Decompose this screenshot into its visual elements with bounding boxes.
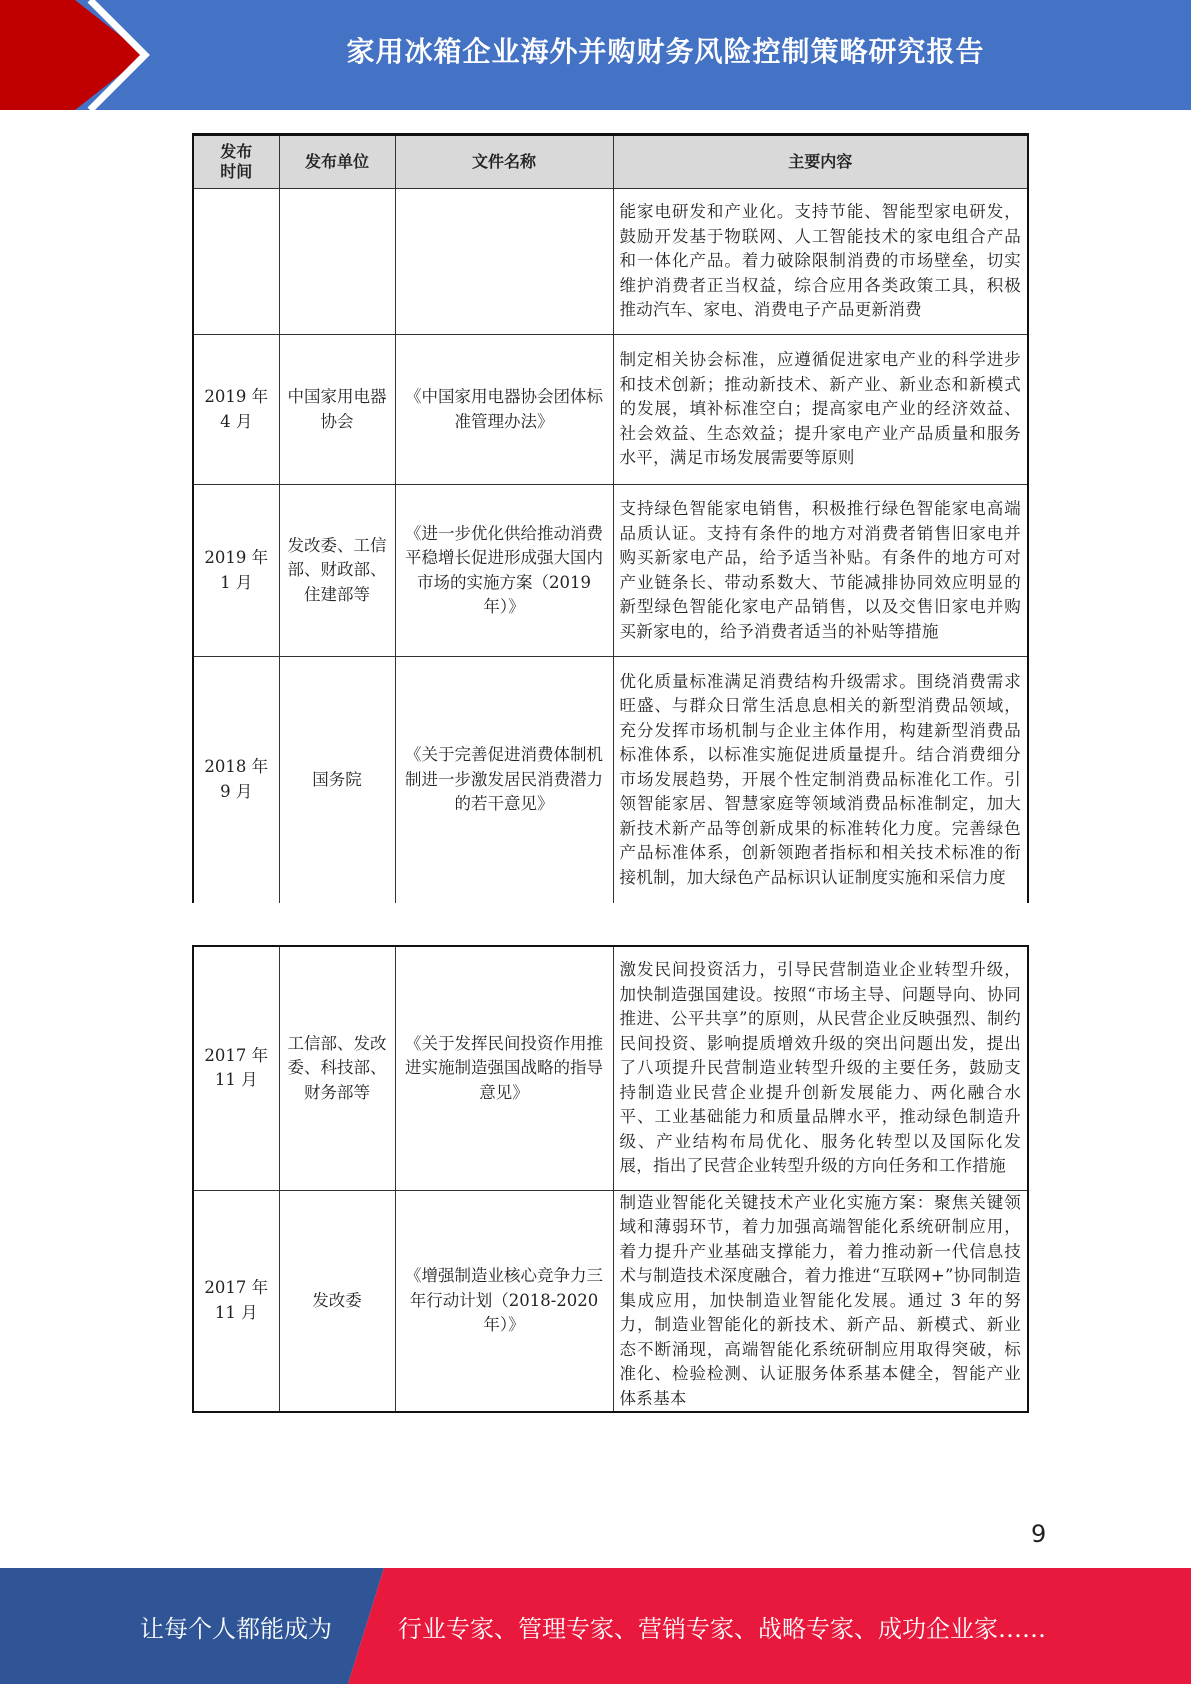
table-header-row [193, 135, 1028, 189]
main-content-cell: 能家电研发和产业化。支持节能、智能型家电研发，鼓励开发基于物联网、人工智能技术的家电组合产品和一体化产品。着力破除限制消费的市场壁垒，切实维护消费者正当权益，综合应用各类政策工具，积极推动汽车、家电、消费电子产品更新消费 [613, 189, 1028, 335]
header-main-content: 主要内容 [613, 135, 1028, 189]
release-time-cell: 2019 年 4 月 [193, 335, 279, 485]
release-unit-cell: 发改委 [279, 1190, 395, 1412]
header-release-time: 发布 时间 [193, 135, 279, 189]
document-name-cell: 《关于完善促进消费体制机制进一步激发居民消费潜力的若干意见》 [395, 657, 613, 903]
header-document-name: 文件名称 [395, 135, 613, 189]
footer-slogan-right: 行业专家、管理专家、营销专家、战略专家、成功企业家…… [398, 1614, 1046, 1643]
page-header [0, 0, 1191, 110]
table-row [193, 657, 1028, 903]
table-row [193, 335, 1028, 485]
table-row [193, 1190, 1028, 1412]
page-footer [0, 1568, 1191, 1684]
release-unit-cell: 中国家用电器协会 [279, 335, 395, 485]
release-unit-cell [279, 189, 395, 335]
policy-table-part-2 [192, 945, 1029, 1413]
release-unit-cell: 发改委、工信部、财政部、住建部等 [279, 485, 395, 657]
release-time-cell: 2019 年 1 月 [193, 485, 279, 657]
policy-table-part-1 [192, 133, 1029, 903]
page-number: 9 [1031, 1520, 1047, 1548]
table-row [193, 946, 1028, 1190]
release-time-cell [193, 189, 279, 335]
main-content-cell: 制定相关协会标准，应遵循促进家电产业的科学进步和技术创新；推动新技术、新产业、新业态和新模式的发展，填补标准空白；提高家电产业的经济效益、社会效益、生态效益；提升家电产业产品质量和服务水平，满足市场发展需要等原则 [613, 335, 1028, 485]
header-release-unit: 发布单位 [279, 135, 395, 189]
release-unit-cell: 国务院 [279, 657, 395, 903]
document-name-cell: 《进一步优化供给推动消费平稳增长促进形成强大国内市场的实施方案（2019 年）》 [395, 485, 613, 657]
release-time-cell: 2017 年 11 月 [193, 946, 279, 1190]
main-content-cell: 支持绿色智能家电销售，积极推行绿色智能家电高端品质认证。支持有条件的地方对消费者销售旧家电并购买新家电产品，给予适当补贴。有条件的地方可对产业链条长、带动系数大、节能减排协同效应明显的新型绿色智能化家电产品销售，以及交售旧家电并购买新家电的，给予消费者适当的补贴等措施 [613, 485, 1028, 657]
document-name-cell [395, 189, 613, 335]
document-name-cell: 《关于发挥民间投资作用推进实施制造强国战略的指导意见》 [395, 946, 613, 1190]
table-row [193, 189, 1028, 335]
footer-slogan-left: 让每个人都能成为 [140, 1614, 332, 1643]
document-name-cell: 《中国家用电器协会团体标准管理办法》 [395, 335, 613, 485]
release-time-cell: 2017 年 11 月 [193, 1190, 279, 1412]
main-content-cell: 优化质量标准满足消费结构升级需求。围绕消费需求旺盛、与群众日常生活息息相关的新型消费品领域，充分发挥市场机制与企业主体作用，构建新型消费品标准体系，以标准实施促进质量提升。结合消费细分市场发展趋势，开展个性定制消费品标准化工作。引领智能家居、智慧家庭等领域消费品标准制定，加大新技术新产品等创新成果的标准转化力度。完善绿色产品标准体系，创新领跑者指标和相关技术标准的衔接机制，加大绿色产品标识认证制度实施和采信力度 [613, 657, 1028, 903]
main-content-cell: 激发民间投资活力，引导民营制造业企业转型升级，加快制造强国建设。按照“市场主导、问题导向、协同推进、公平共享”的原则，从民营企业反映强烈、制约民间投资、影响提质增效升级的突出问题出发，提出了八项提升民营制造业转型升级的主要任务，鼓励支持制造业民营企业提升创新发展能力、两化融合水平、工业基础能力和质量品牌水平，推动绿色制造升级、产业结构布局优化、服务化转型以及国际化发展，指出了民营企业转型升级的方向任务和工作措施 [613, 946, 1028, 1190]
table-row [193, 485, 1028, 657]
release-unit-cell: 工信部、发改委、科技部、财务部等 [279, 946, 395, 1190]
document-title: 家用冰箱企业海外并购财务风险控制策略研究报告 [346, 35, 985, 68]
release-time-cell: 2018 年 9 月 [193, 657, 279, 903]
main-content-cell: 制造业智能化关键技术产业化实施方案：聚焦关键领域和薄弱环节，着力加强高端智能化系统研制应用，着力提升产业基础支撑能力，着力推动新一代信息技术与制造技术深度融合，着力推进“互联网+”协同制造集成应用，加快制造业智能化发展。通过 3 年的努力，制造业智能化的新技术、新产品、新模式、新业态不断涌现，高端智能化系统研制应用取得突破，标准化、检验检测、认证服务体系基本健全，智能产业体系基本 [613, 1190, 1028, 1412]
document-name-cell: 《增强制造业核心竞争力三年行动计划（2018-2020 年）》 [395, 1190, 613, 1412]
